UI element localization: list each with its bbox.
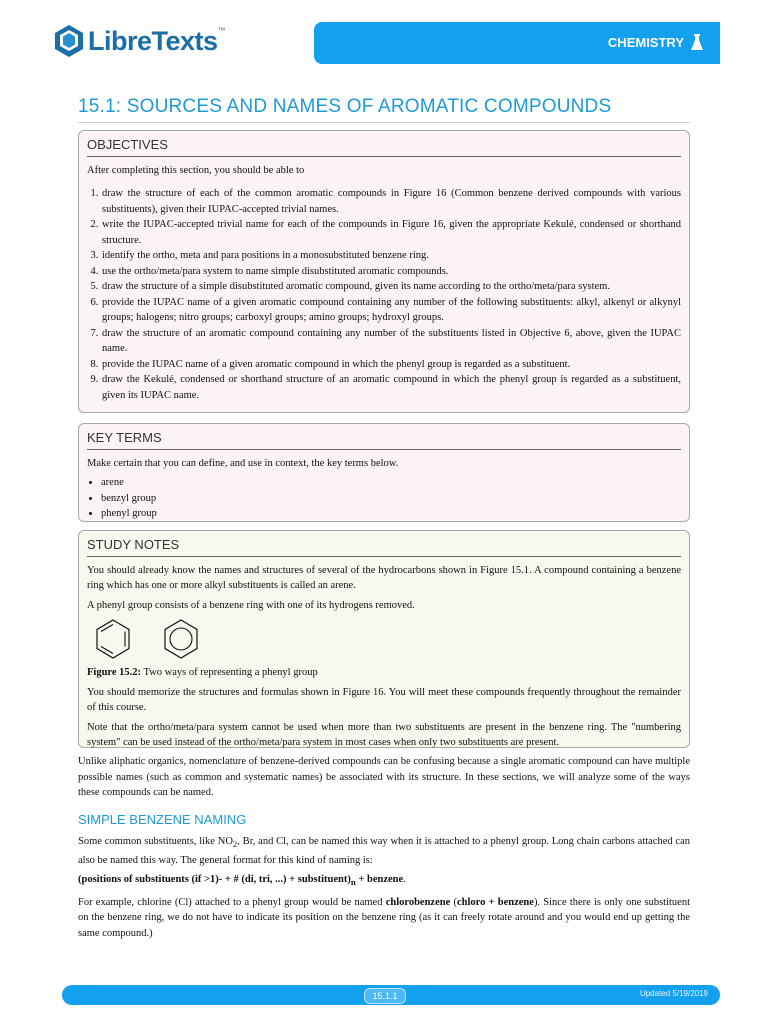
- objectives-intro: After completing this section, you should be able to: [87, 164, 305, 176]
- aromatic-benzene-icon: [159, 617, 203, 661]
- updated-date: Updated 5/19/2019: [639, 989, 708, 998]
- study-notes-box: [78, 530, 690, 748]
- list-item: • benzyl group: [101, 491, 681, 507]
- objectives-heading: OBJECTIVES: [87, 137, 681, 157]
- study-notes-paragraph: You should already know the names and structures of several of the hydrocarbons shown in Figure 15.1. A compound containing a benzene ring which has one or more alkyl substituents is called an arene.: [87, 564, 681, 591]
- list-item: • phenyl group: [101, 506, 681, 522]
- libretexts-logo[interactable]: [54, 24, 225, 58]
- list-item: 7. draw the structure of an aromatic compound containing any number of the substituents listed in Objective 6, above, given the IUPAC name.: [101, 326, 681, 357]
- example-paragraph: For example, chlorine (Cl) attached to a phenyl group would be named chlorobenzene (chloro + benzene). Since there is only one substituent on the benzene ring, we do not have to indicate its position on the benzene ring (as it can freely rotate around and you would end up getting the same compound.): [78, 896, 690, 939]
- title-divider: [78, 122, 690, 123]
- objectives-list: [87, 186, 681, 403]
- list-item: 1. draw the structure of each of the common aromatic compounds in Figure 16 (Common benzene derived compounds with various substituents), given their IUPAC-accepted trivial names.: [101, 186, 681, 217]
- logo-wordmark: LibreTexts™: [88, 25, 226, 56]
- page-number: 15.1.1: [364, 988, 406, 1004]
- naming-formula: (positions of substituents (if >1)- + # (di, tri, ...) + $substituent)_n$ + benzene.: [78, 874, 406, 888]
- key-terms-list: [87, 475, 681, 522]
- study-notes-paragraph: A phenyl group consists of a benzene ring with one of its hydrogens removed.: [87, 599, 415, 611]
- study-notes-heading: STUDY NOTES: [87, 537, 681, 557]
- site-header: [0, 0, 768, 84]
- objectives-box: [78, 130, 690, 413]
- list-item: 6. provide the IUPAC name of a given aromatic compound containing any number of the following substituents: alkyl, alkenyl or alkynyl groups; halogens; nitro groups; carboxyl groups; amino groups; hydroxyl groups.: [101, 295, 681, 326]
- study-notes-paragraph: You should memorize the structures and formulas shown in Figure 16. You will meet these compounds frequently throughout the remainder of this course.: [87, 686, 681, 713]
- section-heading: SIMPLE BENZENE NAMING: [78, 812, 247, 827]
- list-item: 2. write the IUPAC-accepted trivial name for each of the compounds in Figure 16, given the appropriate Kekulé, condensed or shorthand structure.: [101, 217, 681, 248]
- kekule-benzene-icon: [91, 617, 135, 661]
- phenyl-figure: [91, 617, 681, 661]
- list-item: 9. draw the Kekulé, condensed or shorthand structure of an aromatic compound in which the phenyl group is regarded as a substituent, given its IUPAC name.: [101, 372, 681, 403]
- list-item: • arene: [101, 475, 681, 491]
- key-terms-intro: Make certain that you can define, and use in context, the key terms below.: [87, 457, 399, 469]
- page-title: 15.1: SOURCES AND NAMES OF AROMATIC COMPOUNDS: [78, 96, 612, 117]
- intro-paragraph: Unlike aliphatic organics, nomenclature of benzene-derived compounds can be confusing because a single aromatic compound can have multiple possible names (such as common and systematic names) be associated with its structure. In these sections, we will analyze some of the ways these compounds can be named.: [78, 756, 690, 798]
- flask-icon: [690, 34, 704, 52]
- intro-section: [78, 754, 690, 805]
- list-item: 8. provide the IUPAC name of a given aromatic compound in which the phenyl group is regarded as a substituent.: [101, 357, 681, 373]
- naming-section: [78, 834, 690, 945]
- key-terms-heading: KEY TERMS: [87, 430, 681, 450]
- list-item: 5. draw the structure of a simple disubstituted aromatic compound, given its name according to the ortho/meta/para system.: [101, 279, 681, 295]
- naming-paragraph: Some common substituents, like $NO_2$, Br, and Cl, can be named this way when it is attached to a phenyl group. Long chain carbons attached can also be named this way. The general format for this kind of naming is:: [78, 836, 690, 866]
- list-item: 4. use the ortho/meta/para system to name simple disubstituted aromatic compounds.: [101, 264, 681, 280]
- key-terms-box: [78, 423, 690, 522]
- libretexts-cube-icon: [54, 24, 84, 58]
- figure-caption: Figure 15.2: Two ways of representing a phenyl group: [87, 667, 318, 678]
- study-notes-paragraph: Note that the ortho/meta/para system cannot be used when more than two substituents are present in the benzene ring. The "numbering system" can be used instead of the ortho/meta/para system in most cases when only two substituents are present.: [87, 721, 681, 748]
- subject-label[interactable]: CHEMISTRY: [608, 22, 704, 64]
- list-item: 3. identify the ortho, meta and para positions in a monosubstituted benzene ring.: [101, 248, 681, 264]
